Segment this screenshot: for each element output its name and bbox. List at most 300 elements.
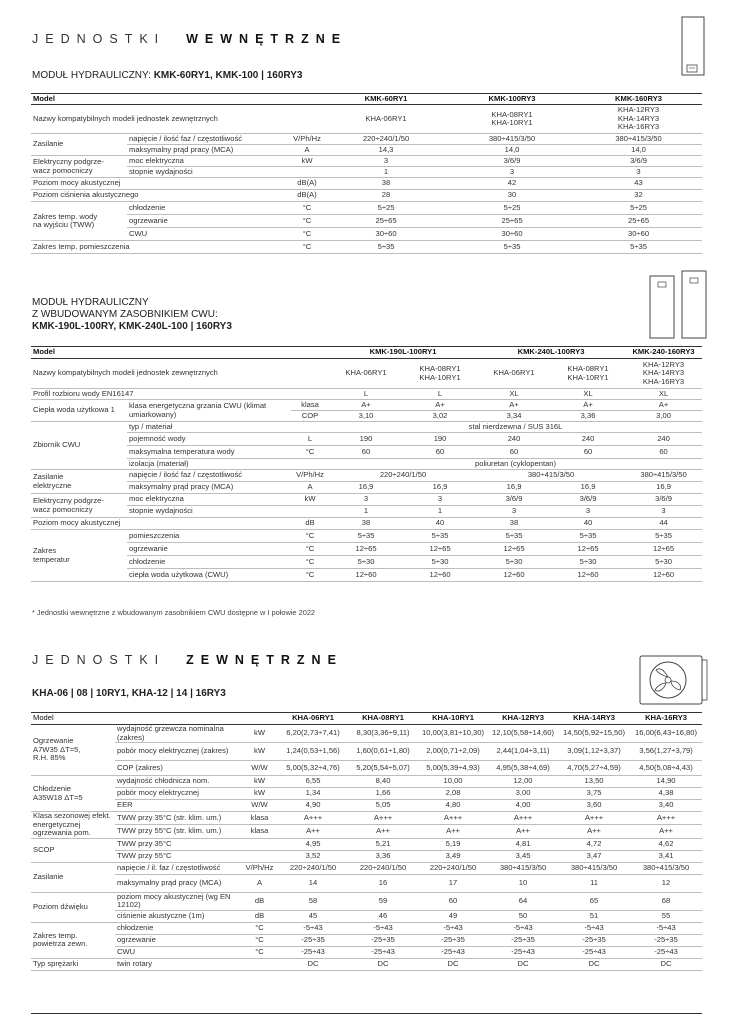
value-cell: A++ (278, 825, 348, 838)
value-cell: -25÷35 (418, 934, 488, 946)
value-cell: 240 (551, 433, 625, 446)
value-cell: 60 (403, 446, 477, 459)
unit-cell: °C (291, 543, 329, 556)
unit-cell: dB(A) (291, 190, 323, 202)
section-title-light: JEDNOSTKI (32, 32, 166, 46)
table-row (31, 934, 702, 946)
value-cell: 220÷240/1/50 (278, 862, 348, 874)
table3-title-bold: KHA-06 | 08 | 10RY1, KHA-12 | 14 | 16RY3 (32, 688, 226, 699)
unit-cell: W/W (241, 761, 278, 776)
footnote: * Jednostki wewnętrzne z wbudowanym zasobnikiem CWU dostępne w I połowie 2022 (32, 608, 316, 617)
value-cell: -25÷43 (348, 946, 418, 958)
value-cell: 1 (323, 167, 449, 178)
table-row (31, 556, 702, 569)
value-cell: -5÷43 (558, 922, 630, 934)
value-cell: 380÷415/3/50 (625, 470, 702, 482)
value-cell: A+++ (278, 812, 348, 825)
value-cell: 3 (477, 506, 551, 518)
value-cell: A+ (329, 400, 403, 411)
table1-title-prefix: MODUŁ HYDRAULICZNY: (32, 70, 154, 81)
value-cell: 25÷65 (323, 215, 449, 228)
value-cell: 3,09(1,12÷3,37) (558, 743, 630, 761)
table-row (31, 202, 702, 215)
value-cell: 12÷65 (403, 543, 477, 556)
value-cell: 12÷60 (329, 569, 403, 582)
value-cell: 3/6/9 (551, 494, 625, 506)
unit-cell: V/Ph/Hz (291, 470, 329, 482)
table-row (31, 470, 702, 482)
row-label: TWW przy 35°C (str. klim. um.) (115, 812, 241, 825)
unit-cell: A (291, 145, 323, 156)
value-cell: 16,00(6,43÷16,80) (630, 725, 702, 743)
table-row (31, 422, 702, 433)
value-cell: KHA-08RY1 KHA-10RY1 (551, 359, 625, 389)
table-row (31, 433, 702, 446)
value-cell: 380÷415/3/50 (477, 470, 625, 482)
table-row (31, 145, 702, 156)
value-cell: KHA-08RY1 KHA-10RY1 (403, 359, 477, 389)
value-cell: 50 (488, 910, 558, 922)
value-cell: 43 (575, 178, 702, 190)
table-row (31, 134, 702, 145)
value-cell: 10,00 (418, 776, 488, 788)
unit-cell (291, 422, 329, 433)
value-cell: 5÷30 (625, 556, 702, 569)
unit-cell (291, 459, 329, 470)
unit-cell: V/Ph/Hz (241, 862, 278, 874)
value-cell: 55 (630, 910, 702, 922)
value-cell: 16,9 (625, 482, 702, 494)
group-label: Elektryczny podgrze- wacz pomocniczy (31, 494, 127, 518)
row-label: maksymalna temperatura wody (127, 446, 291, 459)
value-cell: 1,24(0,53÷1,56) (278, 743, 348, 761)
value-cell: 5,00(5,32÷4,76) (278, 761, 348, 776)
value-cell: 3,41 (630, 850, 702, 862)
value-cell: 4,72 (558, 838, 630, 850)
header-cell: KMK-160RY3 (575, 94, 702, 105)
value-cell: 12÷65 (551, 543, 625, 556)
row-label: Poziom mocy akustycznej (31, 518, 291, 530)
row-label: maksymalny prąd pracy (MCA) (127, 145, 291, 156)
value-cell: 3,60 (558, 800, 630, 812)
table3-title (32, 688, 226, 700)
table-row (31, 241, 702, 254)
value-cell: 12÷60 (477, 569, 551, 582)
value-cell: 3/6/9 (575, 156, 702, 167)
value-cell: A++ (630, 825, 702, 838)
value-cell: 5÷25 (449, 202, 575, 215)
value-cell: 4,90 (278, 800, 348, 812)
value-cell: 240 (477, 433, 551, 446)
value-cell: 5÷35 (449, 241, 575, 254)
group-label: Zasilanie (31, 134, 127, 156)
value-cell: 38 (477, 518, 551, 530)
value-cell: 12÷65 (477, 543, 551, 556)
value-cell: A+++ (418, 812, 488, 825)
row-label: ciśnienie akustyczne (1m) (115, 910, 241, 922)
group-label: Ogrzewanie A7W35 ΔT=5, R.H. 85% (31, 725, 115, 776)
value-cell: 30÷60 (575, 228, 702, 241)
value-cell: 59 (348, 892, 418, 910)
table-row (31, 958, 702, 970)
value-cell: 6,20(2,73÷7,41) (278, 725, 348, 743)
value-cell: 25÷65 (575, 215, 702, 228)
header-cell: Model (31, 713, 278, 725)
value-cell: 14,3 (323, 145, 449, 156)
unit-cell: °C (291, 202, 323, 215)
table-row (31, 228, 702, 241)
value-cell: -25÷35 (488, 934, 558, 946)
row-label: pojemność wody (127, 433, 291, 446)
value-cell: -25÷43 (278, 946, 348, 958)
row-label: chłodzenie (115, 922, 241, 934)
value-cell: 2,00(0,71÷2,09) (418, 743, 488, 761)
table1-title (32, 70, 302, 82)
value-cell: 4,38 (630, 788, 702, 800)
value-cell: 14,0 (575, 145, 702, 156)
row-label: Profil rozbioru wody EN16147 (31, 389, 329, 400)
section-title-outdoor (32, 653, 343, 667)
row-label: klasa energetyczna grzania CWU (klimat umiarkowany) (127, 400, 291, 422)
value-cell: A+ (477, 400, 551, 411)
value-cell: 16,9 (403, 482, 477, 494)
table-row (31, 543, 702, 556)
value-cell: 3,10 (329, 411, 403, 422)
row-label: moc elektryczna (127, 156, 291, 167)
table-row (31, 482, 702, 494)
row-label: ogrzewanie (127, 215, 291, 228)
unit-cell (241, 850, 278, 862)
row-label: moc elektryczna (127, 494, 291, 506)
table-row (31, 215, 702, 228)
table2-title (32, 297, 232, 333)
value-cell: 1,34 (278, 788, 348, 800)
value-cell: 3,52 (278, 850, 348, 862)
value-cell: -25÷35 (278, 934, 348, 946)
value-cell: 220÷240/1/50 (323, 134, 449, 145)
value-cell: KHA-12RY3 KHA-14RY3 KHA-16RY3 (575, 105, 702, 134)
value-cell: 5÷30 (477, 556, 551, 569)
group-label: Ciepła woda użytkowa 1 (31, 400, 127, 422)
row-label: Poziom ciśnienia akustycznego (31, 190, 291, 202)
row-label: maksymalny prąd pracy (MCA) (127, 482, 291, 494)
group-label: Zbiornik CWU (31, 422, 127, 470)
unit-cell: A (241, 874, 278, 892)
value-cell: 4,70(5,27÷4,59) (558, 761, 630, 776)
value-cell: -25÷43 (630, 946, 702, 958)
row-label: CWU (127, 228, 291, 241)
table1-title-bold: KMK-60RY1, KMK-100 | 160RY3 (153, 70, 303, 81)
unit-cell: W/W (241, 800, 278, 812)
unit-cell: kW (241, 788, 278, 800)
unit-cell: A (291, 482, 329, 494)
value-cell: 11 (558, 874, 630, 892)
value-cell: 380÷415/3/50 (630, 862, 702, 874)
value-cell: KHA-08RY1 KHA-10RY1 (449, 105, 575, 134)
header-cell: KHA-16RY3 (630, 713, 702, 725)
value-cell: 4,95 (278, 838, 348, 850)
value-cell: 8,40 (348, 776, 418, 788)
value-cell: XL (477, 389, 551, 400)
row-label: napięcie / ilość faz / częstotliwość (127, 134, 291, 145)
table-row (31, 788, 702, 800)
table-row (31, 812, 702, 825)
row-label: napięcie / il. faz / częstotliwość (115, 862, 241, 874)
table-row (31, 776, 702, 788)
table-row (31, 862, 702, 874)
table-row (31, 910, 702, 922)
table2-title-line2: Z WBUDOWANYM ZASOBNIKIEM CWU: (32, 309, 218, 320)
header-cell: KHA-10RY1 (418, 713, 488, 725)
value-cell: 65 (558, 892, 630, 910)
value-cell: L (403, 389, 477, 400)
value-cell: 14,90 (630, 776, 702, 788)
unit-cell: klasa (241, 812, 278, 825)
header-cell: KHA-14RY3 (558, 713, 630, 725)
value-cell: 40 (551, 518, 625, 530)
table-row (31, 94, 702, 105)
value-cell: 60 (551, 446, 625, 459)
value-cell: 5,00(5,39÷4,93) (418, 761, 488, 776)
value-cell: 58 (278, 892, 348, 910)
row-label: poziom mocy akustycznej (wg EN 12102) (115, 892, 241, 910)
unit-cell: °C (291, 446, 329, 459)
unit-cell: °C (241, 934, 278, 946)
value-cell: 12 (630, 874, 702, 892)
value-cell: A++ (488, 825, 558, 838)
value-cell: KHA-12RY3 KHA-14RY3 KHA-16RY3 (625, 359, 702, 389)
row-label: chłodzenie (127, 556, 291, 569)
row-label: ciepła woda użytkowa (CWU) (127, 569, 291, 582)
value-cell: 4,50(5,08÷4,43) (630, 761, 702, 776)
value-cell: 3 (575, 167, 702, 178)
unit-cell: V/Ph/Hz (291, 134, 323, 145)
unit-cell: kW (241, 776, 278, 788)
value-cell: 3,02 (403, 411, 477, 422)
row-label: EER (115, 800, 241, 812)
value-cell: 38 (323, 178, 449, 190)
value-cell: 14,50(5,92÷15,50) (558, 725, 630, 743)
row-label: TWW przy 55°C (str. klim. um.) (115, 825, 241, 838)
value-cell: -5÷43 (348, 922, 418, 934)
table-row (31, 946, 702, 958)
header-cell: KMK-100RY3 (449, 94, 575, 105)
table-row (31, 389, 702, 400)
section-title-indoor (32, 32, 347, 46)
row-label: TWW przy 55°C (115, 850, 241, 862)
value-cell: A+++ (488, 812, 558, 825)
value-cell: 45 (278, 910, 348, 922)
value-cell: A++ (348, 825, 418, 838)
table-row (31, 446, 702, 459)
value-cell: 4,00 (488, 800, 558, 812)
value-cell: 220÷240/1/50 (418, 862, 488, 874)
value-cell: 3,45 (488, 850, 558, 862)
unit-cell: kW (241, 743, 278, 761)
value-cell: 68 (630, 892, 702, 910)
unit-cell: °C (291, 530, 329, 543)
value-cell: 240 (625, 433, 702, 446)
unit-cell (241, 958, 278, 970)
value-cell: 5÷35 (403, 530, 477, 543)
value-cell: 44 (625, 518, 702, 530)
group-label: Klasa sezonowej efekt. energetycznej ogrzewania pom. (31, 812, 115, 839)
value-cell: 2,44(1,04÷3,11) (488, 743, 558, 761)
value-cell: 32 (575, 190, 702, 202)
table2-title-bold: KMK-190L-100RY, KMK-240L-100 | 160RY3 (32, 321, 232, 332)
unit-cell: kW (291, 494, 329, 506)
table-row (31, 347, 702, 359)
value-cell: 3,49 (418, 850, 488, 862)
value-cell: 5÷25 (323, 202, 449, 215)
unit-cell: dB(A) (291, 178, 323, 190)
value-cell: 4,62 (630, 838, 702, 850)
header-cell: KHA-06RY1 (278, 713, 348, 725)
table-row (31, 156, 702, 167)
table-row (31, 850, 702, 862)
table1 (31, 93, 702, 254)
value-cell: 10,00(3,81÷10,30) (418, 725, 488, 743)
unit-cell: COP (291, 411, 329, 422)
value-cell: 1 (329, 506, 403, 518)
value-cell: 13,50 (558, 776, 630, 788)
value-cell: 380÷415/3/50 (488, 862, 558, 874)
value-cell: 5÷35 (329, 530, 403, 543)
header-cell: KMK-190L-100RY1 (329, 347, 477, 359)
value-cell: DC (348, 958, 418, 970)
value-cell: 3,56(1,27÷3,79) (630, 743, 702, 761)
value-cell: 3,75 (558, 788, 630, 800)
group-label: Poziom dźwięku (31, 892, 115, 922)
table-row (31, 725, 702, 743)
value-cell: 3/6/9 (449, 156, 575, 167)
row-label: pomieszczenia (127, 530, 291, 543)
row-label: ogrzewanie (115, 934, 241, 946)
value-cell: 4,95(5,38÷4,69) (488, 761, 558, 776)
value-cell: 5÷30 (551, 556, 625, 569)
row-label: twin rotary (115, 958, 241, 970)
header-cell: KHA-08RY1 (348, 713, 418, 725)
value-cell: 6,55 (278, 776, 348, 788)
table-row (31, 359, 702, 389)
header-cell: KMK-240-160RY3 (625, 347, 702, 359)
value-cell: 38 (329, 518, 403, 530)
value-cell: 5÷30 (329, 556, 403, 569)
value-cell: 30÷60 (323, 228, 449, 241)
value-cell: 60 (625, 446, 702, 459)
value-cell: 16 (348, 874, 418, 892)
value-cell: 49 (418, 910, 488, 922)
value-cell: 60 (329, 446, 403, 459)
section-title-bold: ZEWNĘTRZNE (186, 653, 343, 667)
row-label: Poziom mocy akustycznej (31, 178, 291, 190)
group-label: Zakres temperatur (31, 530, 127, 582)
value-cell: 16,9 (551, 482, 625, 494)
value-cell: -25÷43 (488, 946, 558, 958)
table2-title-line1: MODUŁ HYDRAULICZNY (32, 297, 149, 308)
unit-cell: klasa (291, 400, 329, 411)
value-cell: 4,81 (488, 838, 558, 850)
table-row (31, 518, 702, 530)
row-label: TWW przy 35°C (115, 838, 241, 850)
value-cell: 12÷60 (403, 569, 477, 582)
table-row (31, 190, 702, 202)
value-cell: 12÷65 (625, 543, 702, 556)
value-cell: 5÷25 (575, 202, 702, 215)
value-cell: 12,00 (488, 776, 558, 788)
value-cell: 4,80 (418, 800, 488, 812)
value-cell: 5,21 (348, 838, 418, 850)
value-cell: KHA-06RY1 (329, 359, 403, 389)
value-cell: 3,36 (348, 850, 418, 862)
unit-cell: °C (291, 569, 329, 582)
unit-cell (291, 167, 323, 178)
value-cell: 190 (329, 433, 403, 446)
value-cell: 220÷240/1/50 (348, 862, 418, 874)
unit-cell: °C (291, 215, 323, 228)
value-cell: 1 (403, 506, 477, 518)
value-cell: 5÷35 (551, 530, 625, 543)
value-cell: 1,66 (348, 788, 418, 800)
value-cell: DC (630, 958, 702, 970)
unit-cell: °C (291, 228, 323, 241)
value-cell: 3 (625, 506, 702, 518)
row-label: chłodzenie (127, 202, 291, 215)
row-label: typ / materiał (127, 422, 291, 433)
value-cell: 10 (488, 874, 558, 892)
value-cell: 12,10(5,58÷14,60) (488, 725, 558, 743)
value-cell: A+++ (558, 812, 630, 825)
unit-cell: kW (241, 725, 278, 743)
row-label: Nazwy kompatybilnych modeli jednostek zewnętrznych (31, 105, 323, 134)
value-cell: poliuretan (cyklopentan) (329, 459, 702, 470)
value-cell: -25÷35 (630, 934, 702, 946)
value-cell: -25÷43 (418, 946, 488, 958)
table-row (31, 892, 702, 910)
value-cell: 8,30(3,36÷9,11) (348, 725, 418, 743)
value-cell: -5÷43 (278, 922, 348, 934)
value-cell: DC (558, 958, 630, 970)
value-cell: 3,47 (558, 850, 630, 862)
group-label: Zakres temp. wody na wyjściu (TWW) (31, 202, 127, 241)
value-cell: 5÷35 (625, 530, 702, 543)
header-cell: KMK-240L-100RY3 (477, 347, 625, 359)
section-title-bold: WEWNĘTRZNE (186, 32, 348, 46)
row-label: stopnie wydajności (127, 506, 291, 518)
row-label: pobór mocy elektrycznej (zakres) (115, 743, 241, 761)
value-cell: 64 (488, 892, 558, 910)
unit-cell: °C (291, 556, 329, 569)
table2 (31, 346, 702, 582)
value-cell: 5,05 (348, 800, 418, 812)
value-cell: 42 (449, 178, 575, 190)
value-cell: XL (551, 389, 625, 400)
group-label: Zasilanie (31, 862, 115, 892)
group-label: Chłodzenie A35W18 ΔT=5 (31, 776, 115, 812)
group-label: Typ sprężarki (31, 958, 115, 970)
value-cell: 16,9 (477, 482, 551, 494)
value-cell: 3 (323, 156, 449, 167)
value-cell: stal nierdzewna / SUS 316L (329, 422, 702, 433)
group-label: Zakres temp. powietrza zewn. (31, 922, 115, 958)
value-cell: A+ (625, 400, 702, 411)
value-cell: -5÷43 (630, 922, 702, 934)
tank-units-icon (648, 270, 710, 340)
table-row (31, 400, 702, 411)
value-cell: A+ (403, 400, 477, 411)
value-cell: A++ (418, 825, 488, 838)
value-cell: 14 (278, 874, 348, 892)
